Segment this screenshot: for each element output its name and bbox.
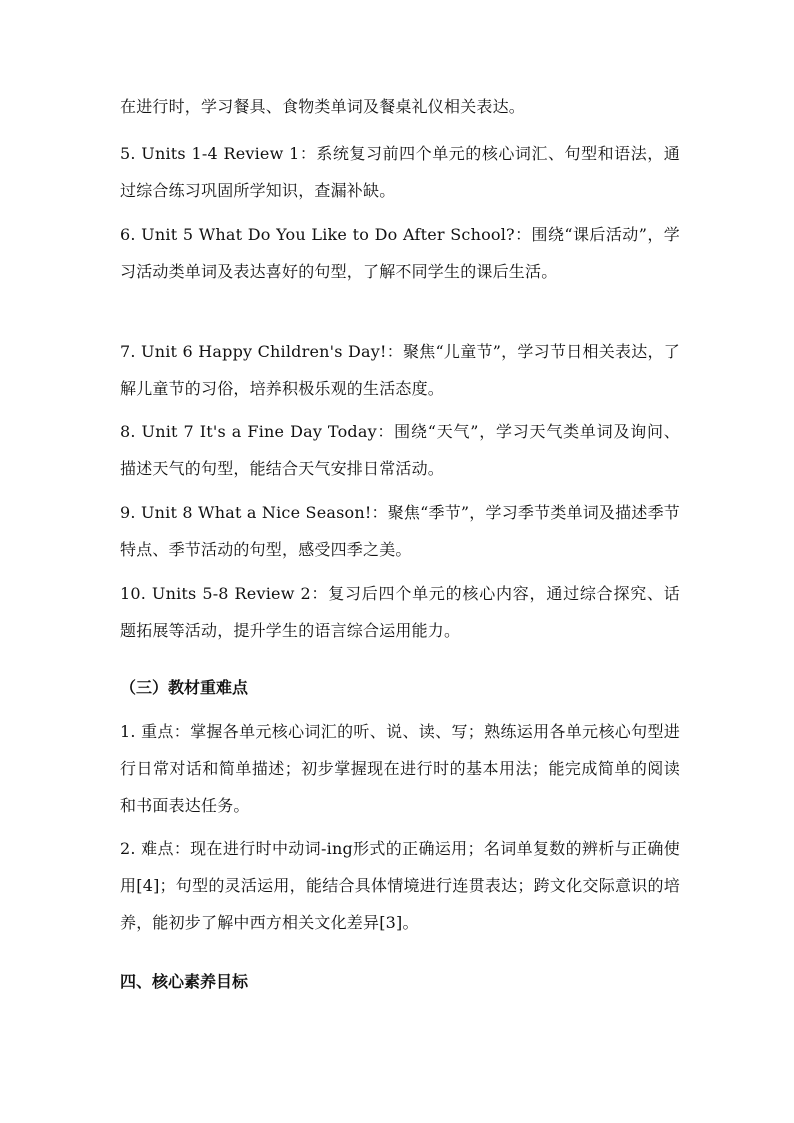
unit-item-unit-7: 8. Unit 7 It's a Fine Day Today：围绕“天气”，学习天气类单词及询问、描述天气的句型，能结合天气安排日常活动。 — [120, 422, 680, 478]
unit-item-review-1: 5. Units 1-4 Review 1：系统复习前四个单元的核心词汇、句型和语法，通过综合练习巩固所学知识，查漏补缺。 — [120, 144, 680, 200]
unit-item-unit-6: 7. Unit 6 Happy Children's Day!：聚焦“儿童节”，学习节日相关表达，了解儿童节的习俗，培养积极乐观的生活态度。 — [120, 342, 680, 398]
difficult-point-item: 2. 难点：现在进行时中动词-ing形式的正确运用；名词单复数的辨析与正确使用[4]；句型的灵活运用，能结合具体情境进行连贯表达；跨文化交际意识的培养，能初步了解中西方相关文化差异[3]。 — [120, 839, 680, 932]
section-heading-key-difficult-points: （三）教材重难点 — [120, 678, 249, 697]
paragraph-continuation: 在进行时，学习餐具、食物类单词及餐桌礼仪相关表达。 — [120, 97, 526, 116]
unit-item-unit-5: 6. Unit 5 What Do You Like to Do After School?：围绕“课后活动”，学习活动类单词及表达喜好的句型，了解不同学生的课后生活。 — [120, 225, 680, 281]
unit-item-review-2: 10. Units 5-8 Review 2：复习后四个单元的核心内容，通过综合探究、话题拓展等活动，提升学生的语言综合运用能力。 — [120, 584, 680, 640]
unit-item-unit-8: 9. Unit 8 What a Nice Season!：聚焦“季节”，学习季节类单词及描述季节特点、季节活动的句型，感受四季之美。 — [120, 503, 680, 559]
section-heading-core-competency-goals: 四、核心素养目标 — [120, 972, 249, 991]
key-point-item: 1. 重点：掌握各单元核心词汇的听、说、读、写；熟练运用各单元核心句型进行日常对话和简单描述；初步掌握现在进行时的基本用法；能完成简单的阅读和书面表达任务。 — [120, 722, 680, 815]
